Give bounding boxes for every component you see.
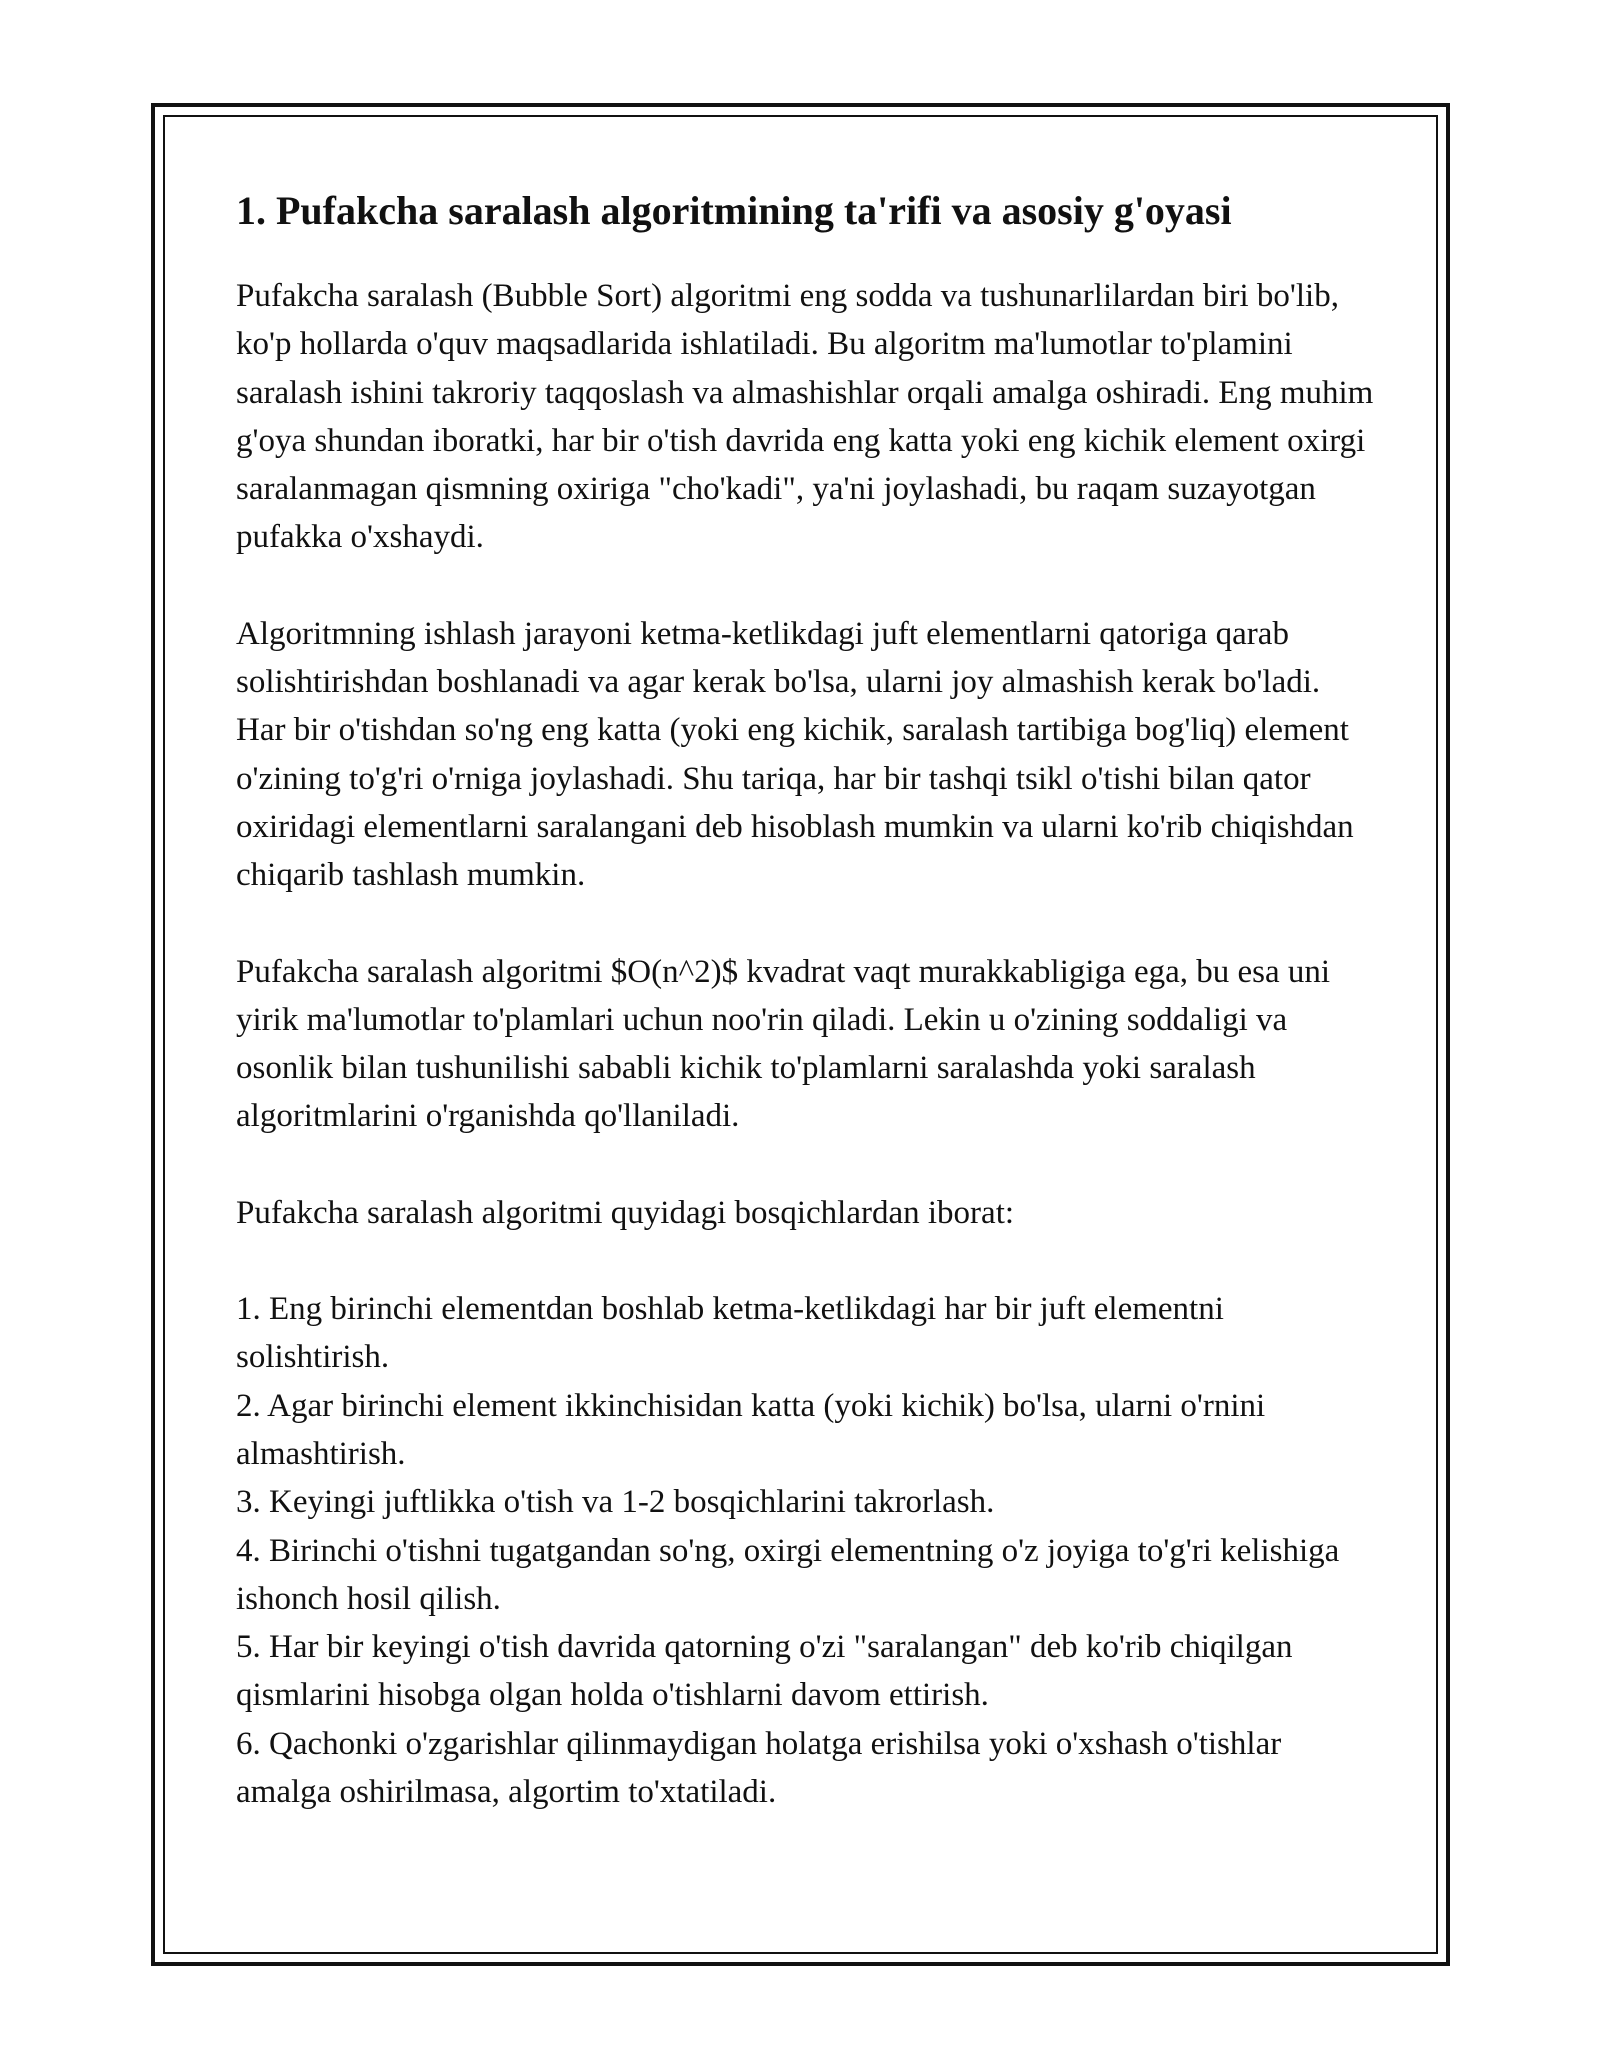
step-item-1: 1. Eng birinchi elementdan boshlab ketma-ketlikdagi har bir juft elementni solishtirish. [236, 1291, 1224, 1376]
step-item-6: 6. Qachonki o'zgarishlar qilinmaydigan holatga erishilsa yoki o'xshash o'tishlar amalga oshirilmasa, algortim to'xtatiladi. [236, 1725, 1282, 1811]
steps-list [236, 1285, 1376, 1816]
step-item-5: 5. Har bir keyingi o'tish davrida qatorning o'zi "saralangan" deb ko'rib chiqilgan qismlarini hisobga olgan holda o'tishlarni davom ettirish. [236, 1629, 1293, 1714]
paragraph-steps-intro: Pufakcha saralash algoritmi quyidagi bosqichlardan iborat: [236, 1194, 1015, 1231]
paragraph-definition: Pufakcha saralash (Bubble Sort) algoritmi eng sodda va tushunarlilardan biri bo'lib, ko'p hollarda o'quv maqsadlarida ishlatiladi. Bu algoritm ma'lumotlar to'plamini saralash ishini takroriy taqqoslash va almashishlar orqali amalga oshiradi. Eng muhim g'oya shundan iboratki, har bir o'tish davrida eng katta yoki eng kichik element oxirgi saralanmagan qismning oxiriga "cho'kadi", ya'ni joylashadi, bu raqam suzayotgan pufakka o'xshaydi. [236, 278, 1374, 556]
paragraph-process: Algoritmning ishlash jarayoni ketma-ketlikdagi juft elementlarni qatoriga qarab solishtirishdan boshlanadi va agar kerak bo'lsa, ularni joy almashish kerak bo'ladi. Har bir o'tishdan so'ng eng katta (yoki eng kichik, saralash tartibiga bog'liq) element o'zining to'g'ri o'rniga joylashadi. Shu tariqa, har bir tashqi tsikl o'tishi bilan qator oxiridagi elementlarni saralangani deb hisoblash mumkin va ularni ko'rib chiqishdan chiqarib tashlash mumkin. [236, 615, 1354, 894]
step-item-2: 2. Agar birinchi element ikkinchisidan katta (yoki kichik) bo'lsa, ularni o'rnini almashtirish. [236, 1387, 1266, 1472]
section-heading: 1. Pufakcha saralash algoritmining ta'rifi va asosiy g'oyasi [236, 188, 1232, 233]
step-item-3: 3. Keyingi juftlikka o'tish va 1-2 bosqichlarini takrorlash. [236, 1484, 995, 1521]
step-item-4: 4. Birinchi o'tishni tugatgandan so'ng, oxirgi elementning o'z joyiga to'g'ri kelishiga ishonch hosil qilish. [236, 1532, 1340, 1617]
paragraph-complexity: Pufakcha saralash algoritmi $O(n^2)$ kvadrat vaqt murakkabligiga ega, bu esa uni yirik ma'lumotlar to'plamlari uchun noo'rin qiladi. Lekin u o'zining soddaligi va osonlik bilan tushunilishi sababli kichik to'plamlarni saralashda yoki saralash algoritmlarini o'rganishda qo'llaniladi. [236, 953, 1331, 1135]
document-body [236, 180, 1376, 1816]
